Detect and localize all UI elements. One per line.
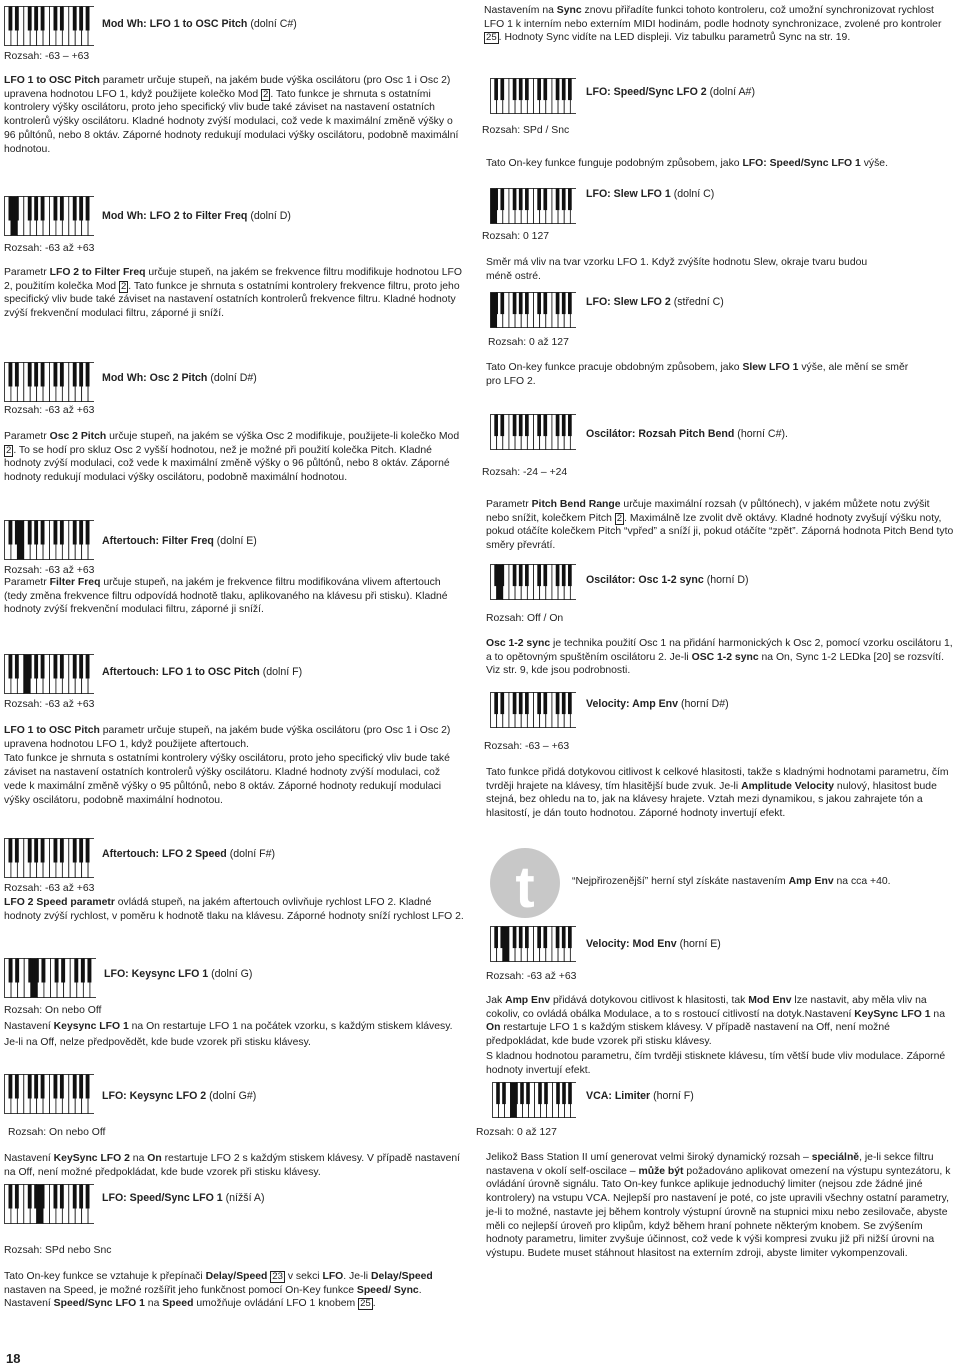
black-key	[28, 839, 32, 863]
param-description: Tato On-key funkce pracuje obdobným způsobem, jako Slew LFO 1 výše, ale mění se směr pro LFO 2.	[486, 362, 909, 387]
black-key	[496, 1083, 500, 1105]
black-key	[513, 189, 517, 211]
black-key	[28, 655, 32, 679]
black-key	[519, 927, 523, 949]
black-key	[60, 197, 64, 221]
black-key	[494, 189, 498, 211]
black-key	[55, 959, 59, 983]
black-key	[519, 79, 523, 101]
black-key	[73, 839, 77, 863]
black-key	[15, 363, 19, 387]
black-key	[15, 1185, 19, 1209]
param-title: LFO: Keysync LFO 2 (dolní G#)	[102, 1090, 257, 1102]
black-key	[562, 927, 566, 949]
black-key	[41, 1075, 45, 1099]
black-key	[60, 7, 64, 31]
black-key	[556, 1083, 560, 1105]
param-description: Jelikož Bass Station II umí generovat velmi široký dynamický rozsah – speciálně, je-li sekce filtru nastavena v okolí self-oscilace – může být požadováno aplikovat omezení na výstupu syntezátoru, k ovládání úrovně signálu. Tato On-key funkce aplikuje jednoduchý limiter (nejsou zde žádné jiné kontrolery) na vstupu VCA. Nejlepší pro nastavení je poté, co jste upravili všechny ostatní parametry, je-li to možné, nastavte jej během kontroly výstupní úrovně na stupnici mixu nebo zesilovače, abyste měli co nejlepší úroveň pro klipům, když během hraní pohnete některým knobem. Se zvýšením hodnoty parametru, limiter zvyšuje účinnost, což vede k výši kompresi zvuku již při nižší úrovni na výstupu. Budete muset stáhnout hlasitost na externím zdroji, abyste limiter vykompenzovali.	[486, 1152, 951, 1260]
param-range: Rozsah: Off / On	[486, 613, 564, 624]
param-description: LFO 1 to OSC Pitch parametr určuje stupeň, na jakém bude výška oscilátoru (pro Osc 1 i Osc 2) upravena hodnotou LFO 1, když použijete kolečko Mod 2 . Tato funkce je shrnuta s ostatními kontrolery výšky oscilátoru, proto jeho specifický vliv bude také záviset na nastavení ostatních kontrolerů výšky oscilátoru. Kladné hodnoty zvýší modulaci, což vede k maximální změně výšky o 96 půltónů, nebo 8 oktáv. Záporné hodnoty redukují modulaci výšky oscilátoru, podobně maximální hodnotou.	[4, 75, 459, 155]
black-key	[60, 1185, 64, 1209]
param-title: LFO: Speed/Sync LFO 1 (nížší A)	[102, 1192, 265, 1204]
black-key	[9, 839, 13, 863]
param-range: Rozsah: -63 – +63	[4, 51, 90, 62]
keyboard-key-diagram	[490, 78, 576, 114]
black-key	[54, 363, 58, 387]
param-range: Rozsah: -63 až +63	[4, 405, 95, 416]
param-title: LFO: Speed/Sync LFO 2 (dolní A#)	[586, 86, 755, 98]
param-range: Rozsah: -63 – +63	[484, 741, 570, 752]
black-key	[525, 565, 529, 587]
black-key	[556, 415, 560, 437]
black-key	[537, 565, 541, 587]
black-key	[519, 293, 523, 315]
black-key	[568, 927, 572, 949]
black-key	[562, 189, 566, 211]
black-key	[28, 1185, 32, 1209]
black-key	[500, 693, 504, 715]
black-key	[556, 293, 560, 315]
black-key	[28, 7, 32, 31]
param-range: Rozsah: -24 – +24	[482, 467, 568, 478]
black-key	[525, 693, 529, 715]
black-key	[15, 839, 19, 863]
black-key	[525, 293, 529, 315]
black-key	[73, 7, 77, 31]
black-key	[79, 7, 83, 31]
black-key	[15, 959, 19, 983]
param-description: LFO 2 Speed parametr ovládá stupeň, na jakém aftertouch ovlivňuje rychlost LFO 2. Kladné hodnoty zvýší rychlost, v poměru k hodnotě tlaku na klávesu. Záporné hodnoty sníží rychlost LFO 2.	[4, 897, 464, 922]
param-description: Osc 1-2 sync je technika použití Osc 1 na přidání harmonických k Osc 2, pomocí vzorku oscilátoru 1, a to opětovným spuštěním oscilátoru 2. Je-li OSC 1-2 sync na On, Sync 1-2 LEDka [20] se rozsvítí. Viz str. 9, kde jsou podrobnosti.	[486, 638, 953, 677]
black-key	[15, 7, 19, 31]
black-key	[74, 959, 78, 983]
black-key	[41, 7, 45, 31]
black-key	[525, 415, 529, 437]
black-key	[537, 189, 541, 211]
black-key	[568, 565, 572, 587]
param-description: Parametr Osc 2 Pitch určuje stupeň, na jakém se výška Osc 2 modifikuje, použijete-li kolečko Mod 2 . To se hodí pro skluz Osc 2 vyšší hodnotou, než je možné při použití kolečka Pitch. Kladné hodnoty zvýší modulaci, což vede k maximální změně výšky o 96 půltónů, nebo 8 oktáv. Záporné hodnoty redukují modulaci výšky oscilátoru, podobně maximální hodnotou.	[4, 431, 460, 484]
keyboard-key-diagram	[4, 196, 94, 236]
keyboard-key-diagram	[490, 564, 576, 600]
intro-paragraph: Nastavením na Sync znovu přiřadíte funkci tohoto kontroleru, což umožní synchronizovat rychlost LFO 1 k interním nebo externím MIDI hodinám, podle hodnoty synchronizace, zvolené pro kontroler 25 . Hodnoty Sync vidíte na LED displeji. Viz tabulku parametrů Sync na str. 19.	[484, 5, 942, 44]
tip-icon: t	[490, 848, 560, 918]
keyboard-key-diagram	[490, 414, 576, 450]
black-key	[537, 693, 541, 715]
black-key	[513, 79, 517, 101]
black-key	[73, 1185, 77, 1209]
black-key	[9, 521, 13, 545]
black-key	[79, 1075, 83, 1099]
param-title: Velocity: Mod Env (horní E)	[586, 938, 721, 950]
black-key	[79, 1185, 83, 1209]
black-key	[60, 521, 64, 545]
param-description: Tato funkce přidá dotykovou citlivost k celkové hlasitosti, takže s kladnými hodnotami parametru, čím tvrději hrajete na klávesy, tím hlasitější bude zvuk. Je-li Amplitude Velocity nulový, hlasitost bude stejná, bez ohledu na to, jak na klávesy hrajete. Vztah mezi dynamikou, s jakou zahrajete tón a hlasitostí, je dán touto hodnotou. Záporné hodnoty invertují efekt.	[486, 767, 949, 820]
black-key	[538, 1083, 542, 1105]
keyboard-key-diagram	[490, 292, 576, 328]
black-key	[568, 189, 572, 211]
black-key	[41, 655, 45, 679]
black-key	[54, 655, 58, 679]
black-key	[513, 927, 517, 949]
param-description: Nastavení Keysync LFO 1 na On restartuje LFO 1 na počátek vzorku, s každým stiskem klávesy. Je-li na Off, nelze předpovědět, kde bude vzorek při stisku klávesy.	[4, 1021, 453, 1049]
black-key	[73, 363, 77, 387]
black-key	[562, 1083, 566, 1105]
param-range: Rozsah: On nebo Off	[8, 1127, 106, 1138]
black-key	[500, 565, 504, 587]
param-range: Rozsah: 0 127	[482, 231, 550, 242]
param-description: Jak Amp Env přidává dotykovou citlivost k hlasitosti, tak Mod Env lze nastavit, aby měla vliv na cokoliv, co ovládá obálka Modulace, a to s rostoucí citlivostí na dotyk.Nastavení KeySync LFO 1 na On restartuje LFO 1 s každým stiskem klávesy. V případě nastavení na Off, není možné předpokládat, kde bude vzorek při stisku klávesy. S kladnou hodnotou parametru, čím tvrději stisknete klávesu, tím větší bude vliv modulace. Záporné hodnoty invertují efekt.	[486, 995, 946, 1076]
keyboard-key-diagram	[492, 1082, 576, 1118]
param-title: Aftertouch: Filter Freq (dolní E)	[102, 535, 257, 547]
black-key	[556, 927, 560, 949]
keyboard-key-diagram	[4, 362, 94, 402]
black-key	[544, 1083, 548, 1105]
black-key	[86, 7, 90, 31]
black-key	[79, 363, 83, 387]
black-key	[34, 839, 38, 863]
param-title: Mod Wh: Osc 2 Pitch (dolní D#)	[102, 372, 257, 384]
black-key	[60, 1075, 64, 1099]
param-description: Parametr Pitch Bend Range určuje maximální rozsah (v půltónech), v jakém můžete notu zvýšit nebo snížit, kolečkem Pitch 2 . Maximálně lze zvolit dvě oktávy. Kladné hodnoty zvyšují výšku noty, pokud otáčíte kolečkem Pitch “vpřed” a sníží ji, pokud otáčíte “zpět”. Záporná hodnota Pitch Bend tyto směry převrátí.	[486, 499, 954, 552]
black-key	[568, 1083, 572, 1105]
black-key	[520, 1083, 524, 1105]
black-key	[568, 415, 572, 437]
black-key	[9, 363, 13, 387]
black-key	[28, 1075, 32, 1099]
black-key	[87, 959, 91, 983]
black-key	[519, 693, 523, 715]
black-key	[41, 839, 45, 863]
black-key	[73, 521, 77, 545]
black-key	[556, 189, 560, 211]
black-key	[34, 655, 38, 679]
param-description: Parametr LFO 2 to Filter Freq určuje stupeň, na jakém se frekvence filtru modifikuje hodnotou LFO 2, použitím kolečka Mod 2 . Tato funkce je shrnuta s ostatními kontrolery frekvence filtru, proto jeho specifický vliv bude také záviset na nastavení ostatních kontrolerů frekvence filtru. Kladné hodnoty zvýší frekvenční modulaci filtru, záporné ji sníží.	[4, 267, 462, 320]
page-number: 18	[6, 1351, 21, 1366]
param-range: Rozsah: SPd nebo Snc	[4, 1245, 112, 1256]
keyboard-key-diagram	[4, 654, 94, 694]
keyboard-key-diagram	[490, 188, 576, 224]
black-key	[513, 693, 517, 715]
black-key	[500, 79, 504, 101]
black-key	[34, 1075, 38, 1099]
black-key	[73, 1075, 77, 1099]
black-key	[34, 363, 38, 387]
param-title: Mod Wh: LFO 2 to Filter Freq (dolní D)	[102, 210, 291, 222]
black-key	[73, 197, 77, 221]
param-title: Velocity: Amp Env (horní D#)	[586, 698, 729, 710]
black-key	[79, 521, 83, 545]
black-key	[494, 79, 498, 101]
black-key	[519, 565, 523, 587]
black-key	[79, 655, 83, 679]
black-key	[568, 293, 572, 315]
black-key	[9, 7, 13, 31]
param-title: LFO: Slew LFO 1 (dolní C)	[586, 188, 715, 200]
black-key	[513, 415, 517, 437]
black-key	[502, 1083, 506, 1105]
black-key	[525, 927, 529, 949]
param-range: Rozsah: -63 až +63	[4, 243, 95, 254]
black-key	[494, 927, 498, 949]
param-range: Rozsah: 0 až 127	[476, 1127, 557, 1138]
black-key	[41, 521, 45, 545]
black-key	[86, 1185, 90, 1209]
black-key	[537, 415, 541, 437]
keyboard-key-diagram	[4, 838, 94, 878]
black-key	[514, 1083, 518, 1105]
black-key	[543, 693, 547, 715]
black-key	[543, 415, 547, 437]
black-key	[526, 1083, 530, 1105]
black-key	[15, 521, 19, 545]
black-key	[500, 927, 504, 949]
black-key	[79, 197, 83, 221]
keyboard-key-diagram	[490, 692, 576, 728]
param-range: Rozsah: -63 až +63	[4, 565, 95, 576]
black-key	[35, 959, 39, 983]
param-range: Rozsah: On nebo Off	[4, 1005, 102, 1016]
black-key	[9, 959, 13, 983]
black-key	[537, 927, 541, 949]
black-key	[568, 693, 572, 715]
keyboard-key-diagram	[4, 1074, 94, 1114]
black-key	[41, 363, 45, 387]
param-description: Směr má vliv na tvar vzorku LFO 1. Když zvýšíte hodnotu Slew, okraje tvaru budou méně ostré.	[486, 257, 868, 282]
black-key	[494, 415, 498, 437]
black-key	[562, 415, 566, 437]
black-key	[60, 363, 64, 387]
black-key	[500, 415, 504, 437]
black-key	[60, 839, 64, 863]
black-key	[81, 959, 85, 983]
black-key	[61, 959, 65, 983]
black-key	[86, 655, 90, 679]
black-key	[556, 79, 560, 101]
black-key	[9, 1075, 13, 1099]
param-title: LFO: Slew LFO 2 (střední C)	[586, 296, 724, 308]
param-range: Rozsah: SPd / Snc	[482, 125, 570, 136]
black-key	[494, 565, 498, 587]
black-key	[86, 197, 90, 221]
keyboard-key-diagram	[4, 6, 94, 46]
black-key	[525, 79, 529, 101]
param-title: Oscilátor: Rozsah Pitch Bend (horní C#).	[586, 428, 788, 440]
black-key	[9, 197, 13, 221]
black-key	[34, 1185, 38, 1209]
black-key	[543, 79, 547, 101]
black-key	[543, 189, 547, 211]
param-range: Rozsah: -63 až +63	[4, 883, 95, 894]
param-title: Oscilátor: Osc 1-2 sync (horní D)	[586, 574, 749, 586]
tip-text: “Nejpřirozenější” herní styl získáte nastavením Amp Env na cca +40.	[572, 876, 891, 887]
black-key	[9, 655, 13, 679]
param-title: Aftertouch: LFO 2 Speed (dolní F#)	[102, 848, 276, 860]
black-key	[562, 693, 566, 715]
black-key	[79, 839, 83, 863]
black-key	[9, 1185, 13, 1209]
black-key	[54, 839, 58, 863]
param-title: Aftertouch: LFO 1 to OSC Pitch (dolní F)	[102, 666, 303, 678]
param-description: Tato On-key funkce funguje podobným způsobem, jako LFO: Speed/Sync LFO 1 výše.	[486, 158, 888, 169]
black-key	[41, 197, 45, 221]
black-key	[60, 655, 64, 679]
black-key	[562, 565, 566, 587]
black-key	[15, 1075, 19, 1099]
black-key	[537, 79, 541, 101]
black-key	[513, 565, 517, 587]
black-key	[556, 565, 560, 587]
black-key	[513, 293, 517, 315]
black-key	[537, 293, 541, 315]
black-key	[34, 197, 38, 221]
black-key	[54, 521, 58, 545]
param-description: LFO 1 to OSC Pitch parametr určuje stupeň, na jakém bude výška oscilátoru (pro Osc 1 i Osc 2) upravena hodnotou LFO 1, když použijete aftertouch. Tato funkce je shrnuta s ostatními kontrolery výšky oscilátoru, proto jeho specifický vliv bude také záviset na nastavení ostatních kontrolerů výšky oscilátoru. Kladné hodnoty zvýší modulaci, což vede k maximální změně výšky o 95 půltónů, nebo 8 oktáv. Záporné hodnoty redukují modulaci výšky oscilátoru, podobně maximální hodnotou.	[4, 725, 451, 806]
black-key	[543, 565, 547, 587]
black-key	[562, 293, 566, 315]
keyboard-key-diagram	[490, 926, 576, 962]
black-key	[15, 655, 19, 679]
black-key	[556, 693, 560, 715]
black-key	[519, 415, 523, 437]
black-key	[34, 521, 38, 545]
param-range: Rozsah: -63 až +63	[4, 699, 95, 710]
black-key	[73, 655, 77, 679]
black-key	[28, 363, 32, 387]
black-key	[568, 79, 572, 101]
param-title: Mod Wh: LFO 1 to OSC Pitch (dolní C#)	[102, 18, 297, 30]
black-key	[500, 293, 504, 315]
black-key	[41, 1185, 45, 1209]
black-key	[34, 7, 38, 31]
keyboard-key-diagram	[4, 520, 94, 560]
black-key	[28, 197, 32, 221]
black-key	[86, 839, 90, 863]
black-key	[494, 293, 498, 315]
black-key	[86, 521, 90, 545]
param-title: LFO: Keysync LFO 1 (dolní G)	[104, 968, 253, 980]
black-key	[54, 1075, 58, 1099]
black-key	[543, 927, 547, 949]
param-title: VCA: Limiter (horní F)	[586, 1090, 694, 1102]
black-key	[86, 363, 90, 387]
black-key	[54, 7, 58, 31]
black-key	[15, 197, 19, 221]
black-key	[28, 521, 32, 545]
black-key	[54, 197, 58, 221]
black-key	[494, 693, 498, 715]
param-range: Rozsah: -63 až +63	[486, 971, 577, 982]
black-key	[525, 189, 529, 211]
param-description: Parametr Filter Freq určuje stupeň, na jakém je frekvence filtru modifikována vlivem aftertouch (tedy změna frekvence filtru odpovídá hodnotě tlaku, aplikovaného na klávesu při stisku). Kladné hodnoty zvýší frekvenční modulaci filtru, záporné ji sníží.	[4, 577, 448, 616]
black-key	[28, 959, 32, 983]
black-key	[500, 189, 504, 211]
black-key	[86, 1075, 90, 1099]
keyboard-key-diagram	[4, 958, 96, 998]
black-key	[519, 189, 523, 211]
param-range: Rozsah: 0 až 127	[488, 337, 569, 348]
param-description: Tato On-key funkce se vztahuje k přepínači Delay/Speed 23 v sekci LFO. Je-li Delay/Speed nastaven na Speed, je možné rozšířit jeho funkčnost pomocí On-Key funkce Speed/ Sync. Nastavení Speed/Sync LFO 1 na Speed umožňuje ovládání LFO 1 knobem 25 .	[4, 1271, 433, 1310]
param-description: Nastavení KeySync LFO 2 na On restartuje LFO 2 s každým stiskem klávesy. V případě nastavení na Off, není možné předpokládat, kde bude vzorek při stisku klávesy.	[4, 1153, 461, 1178]
black-key	[54, 1185, 58, 1209]
keyboard-key-diagram	[4, 1184, 94, 1224]
black-key	[562, 79, 566, 101]
black-key	[41, 959, 45, 983]
black-key	[543, 293, 547, 315]
